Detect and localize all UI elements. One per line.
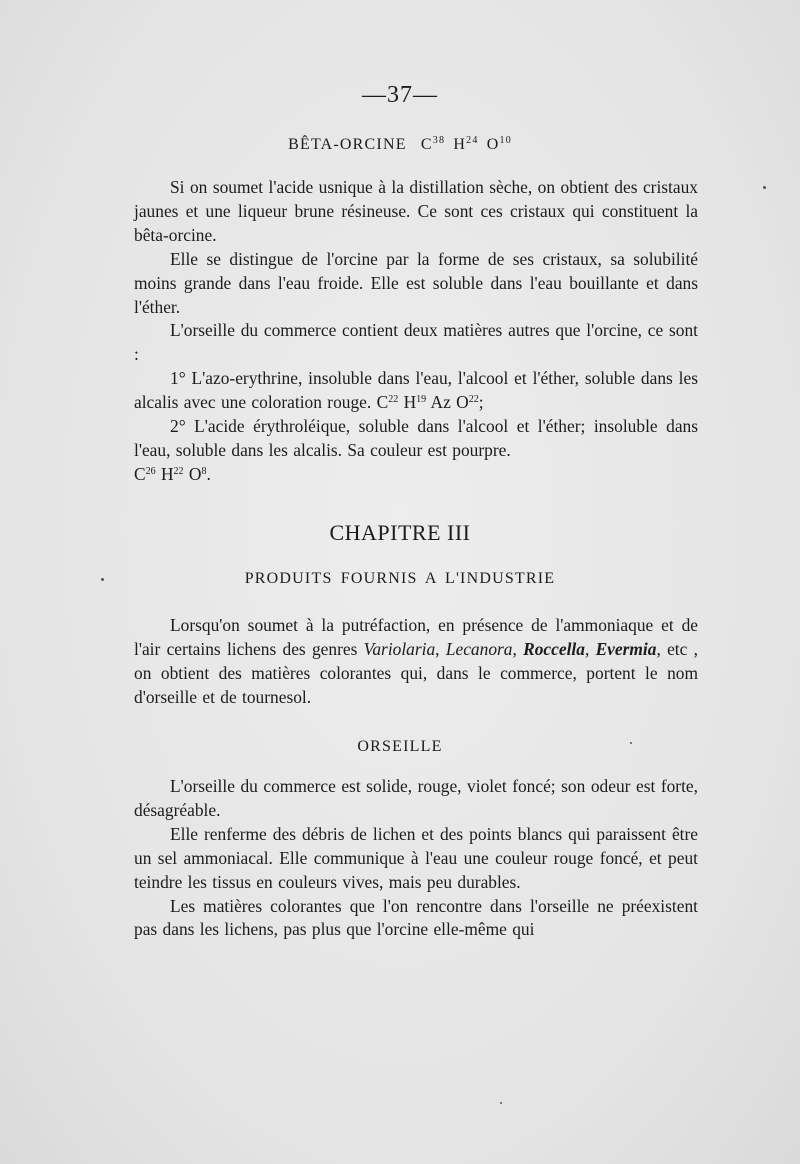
page-number: —37—	[362, 82, 438, 108]
paper-speck	[101, 578, 104, 581]
paper-speck	[763, 186, 766, 189]
genus-name: Lecanora	[445, 638, 513, 659]
section-title-orseille: ORSEILLE	[357, 738, 443, 755]
paragraph: L'orseille du commerce est solide, rouge, violet foncé; son odeur est forte, désagréable.	[134, 776, 698, 820]
chapter-subtitle: PRODUITS FOURNIS A L'INDUSTRIE	[244, 570, 556, 587]
chemical-formula: $C^{38}$ $H^{24}$ $O^{10}$	[420, 135, 512, 153]
paragraph: L'orseille du commerce contient deux matières autres que l'orcine, ce sont :	[134, 320, 698, 365]
genus-name: Variolaria	[363, 638, 436, 659]
list-item-azo-erythrine: 1° L'azo-erythrine, insoluble dans l'eau, l'alcool et l'éther, soluble dans les alcalis avec une coloration rouge. $C^{22}$ $H^{19}$ Az $O^{22}$;	[134, 368, 698, 413]
section-title-text: BÊTA-ORCINE	[288, 136, 407, 153]
orseille-body	[134, 775, 698, 942]
genus-name: Evermia	[595, 638, 657, 659]
beta-orcine-body	[134, 176, 698, 487]
paragraph: Les matières colorantes que l'on rencontre dans l'orseille ne préexistent pas dans les lichens, pas plus que l'orcine elle-même qui	[134, 895, 698, 940]
chemical-formula: $C^{22}$ $H^{19}$ Az $O^{22}$	[376, 392, 479, 413]
paper-speck	[630, 742, 632, 744]
paragraph: Lorsqu'on soumet à la putréfaction, en présence de l'ammoniaque et de l'air certains lichens des genres Variolaria, Lecanora, Roccella, Evermia, etc , on obtient des matières colorantes qui, dans le commerce, portent le nom d'orseille et de tournesol.	[134, 615, 698, 707]
chapter-intro-body	[134, 614, 698, 710]
paper-speck	[500, 1102, 502, 1104]
chapter-title: CHAPITRE III	[329, 520, 471, 545]
paragraph: Elle renferme des débris de lichen et des points blancs qui paraissent être un sel ammoniacal. Elle communique à l'eau une couleur rouge foncé, et peut teindre les tissus en couleurs vives, mais peu durables.	[134, 823, 698, 892]
chemical-formula: $C^{26}$ $H^{22}$ $O^8$.	[134, 463, 211, 484]
list-item-acide-erythroleique: 2° L'acide érythroléique, soluble dans l'alcool et l'éther; insoluble dans l'eau, soluble dans les alcalis. Sa couleur est pourpre.	[134, 416, 698, 460]
paragraph: Elle se distingue de l'orcine par la forme de ses cristaux, sa solubilité moins grande dans l'eau froide. Elle est soluble dans l'eau bouillante et dans l'éther.	[134, 248, 698, 317]
genus-name: Roccella	[523, 638, 585, 659]
paragraph: Si on soumet l'acide usnique à la distillation sèche, on obtient des cristaux jaunes et une liqueur brune résineuse. Ce sont ces cristaux qui constituent la bêta-orcine.	[134, 177, 698, 245]
section-title-beta-orcine	[0, 136, 800, 154]
